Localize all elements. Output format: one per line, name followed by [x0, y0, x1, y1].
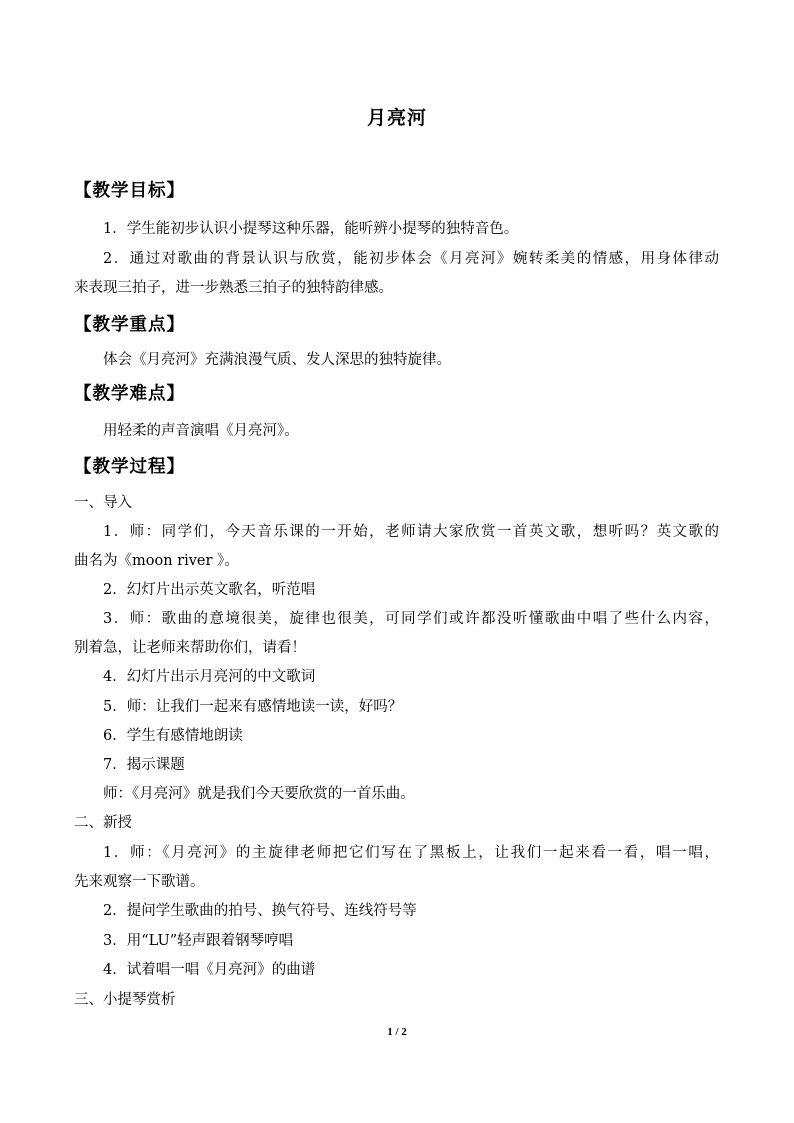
intro-line-1: 1．师：同学们，今天音乐课的一开始，老师请大家欣赏一首英文歌，想听吗？英文歌的: [103, 524, 719, 540]
objective-line-1: 1．学生能初步认识小提琴这种乐器，能听辨小提琴的独特音色。: [103, 221, 519, 237]
intro-line-7: 5．师：让我们一起来有感情地读一读，好吗？: [103, 699, 403, 715]
new-line-1: 1．师：《月亮河》的主旋律老师把它们写在了黑板上，让我们一起来看一看，唱一唱，: [103, 845, 719, 861]
intro-line-2: 曲名为《moon river 》。: [74, 553, 239, 569]
heading-objectives: 【教学目标】: [74, 181, 185, 201]
new-line-3: 2．提问学生歌曲的拍号、换气符号、连线符号等: [103, 903, 417, 919]
intro-line-3: 2．幻灯片出示英文歌名，听范唱: [103, 582, 316, 598]
difficulty-line-1: 用轻柔的声音演唱《月亮河》。: [103, 423, 299, 439]
objective-line-2: 2．通过对歌曲的背景认识与欣赏，能初步体会《月亮河》婉转柔美的情感，用身体律动: [103, 251, 719, 267]
intro-line-10: 师：《月亮河》就是我们今天要欣赏的一首乐曲。: [103, 786, 415, 802]
section-violin-title: 三、小提琴赏析: [74, 992, 176, 1008]
page-title: 月亮河: [366, 107, 427, 129]
intro-line-5: 别着急，让老师来帮助你们，请看！: [74, 640, 306, 656]
intro-line-9: 7．揭示课题: [103, 757, 185, 773]
intro-line-4: 3．师：歌曲的意境很美，旋律也很美，可同学们或许都没听懂歌曲中唱了些什么内容，: [103, 611, 719, 627]
intro-line-8: 6．学生有感情地朗读: [103, 728, 243, 744]
section-intro-title: 一、导入: [74, 495, 132, 511]
heading-key-points: 【教学重点】: [74, 315, 185, 335]
key-point-line-1: 体会《月亮河》充满浪漫气质、发人深思的独特旋律。: [103, 352, 451, 368]
section-new-title: 二、新授: [74, 815, 132, 831]
objective-line-3: 来表现三拍子，进一步熟悉三拍子的独特韵律感。: [74, 280, 393, 296]
heading-difficulties: 【教学难点】: [74, 384, 185, 404]
heading-process: 【教学过程】: [74, 457, 185, 477]
new-line-2: 先来观察一下歌谱。: [74, 874, 205, 890]
new-line-4: 3．用“LU”轻声跟着钢琴哼唱: [103, 933, 294, 949]
new-line-5: 4．试着唱一唱《月亮河》的曲谱: [103, 962, 316, 978]
page-number: 1 / 2: [387, 1026, 407, 1038]
intro-line-6: 4．幻灯片出示月亮河的中文歌词: [103, 669, 316, 685]
